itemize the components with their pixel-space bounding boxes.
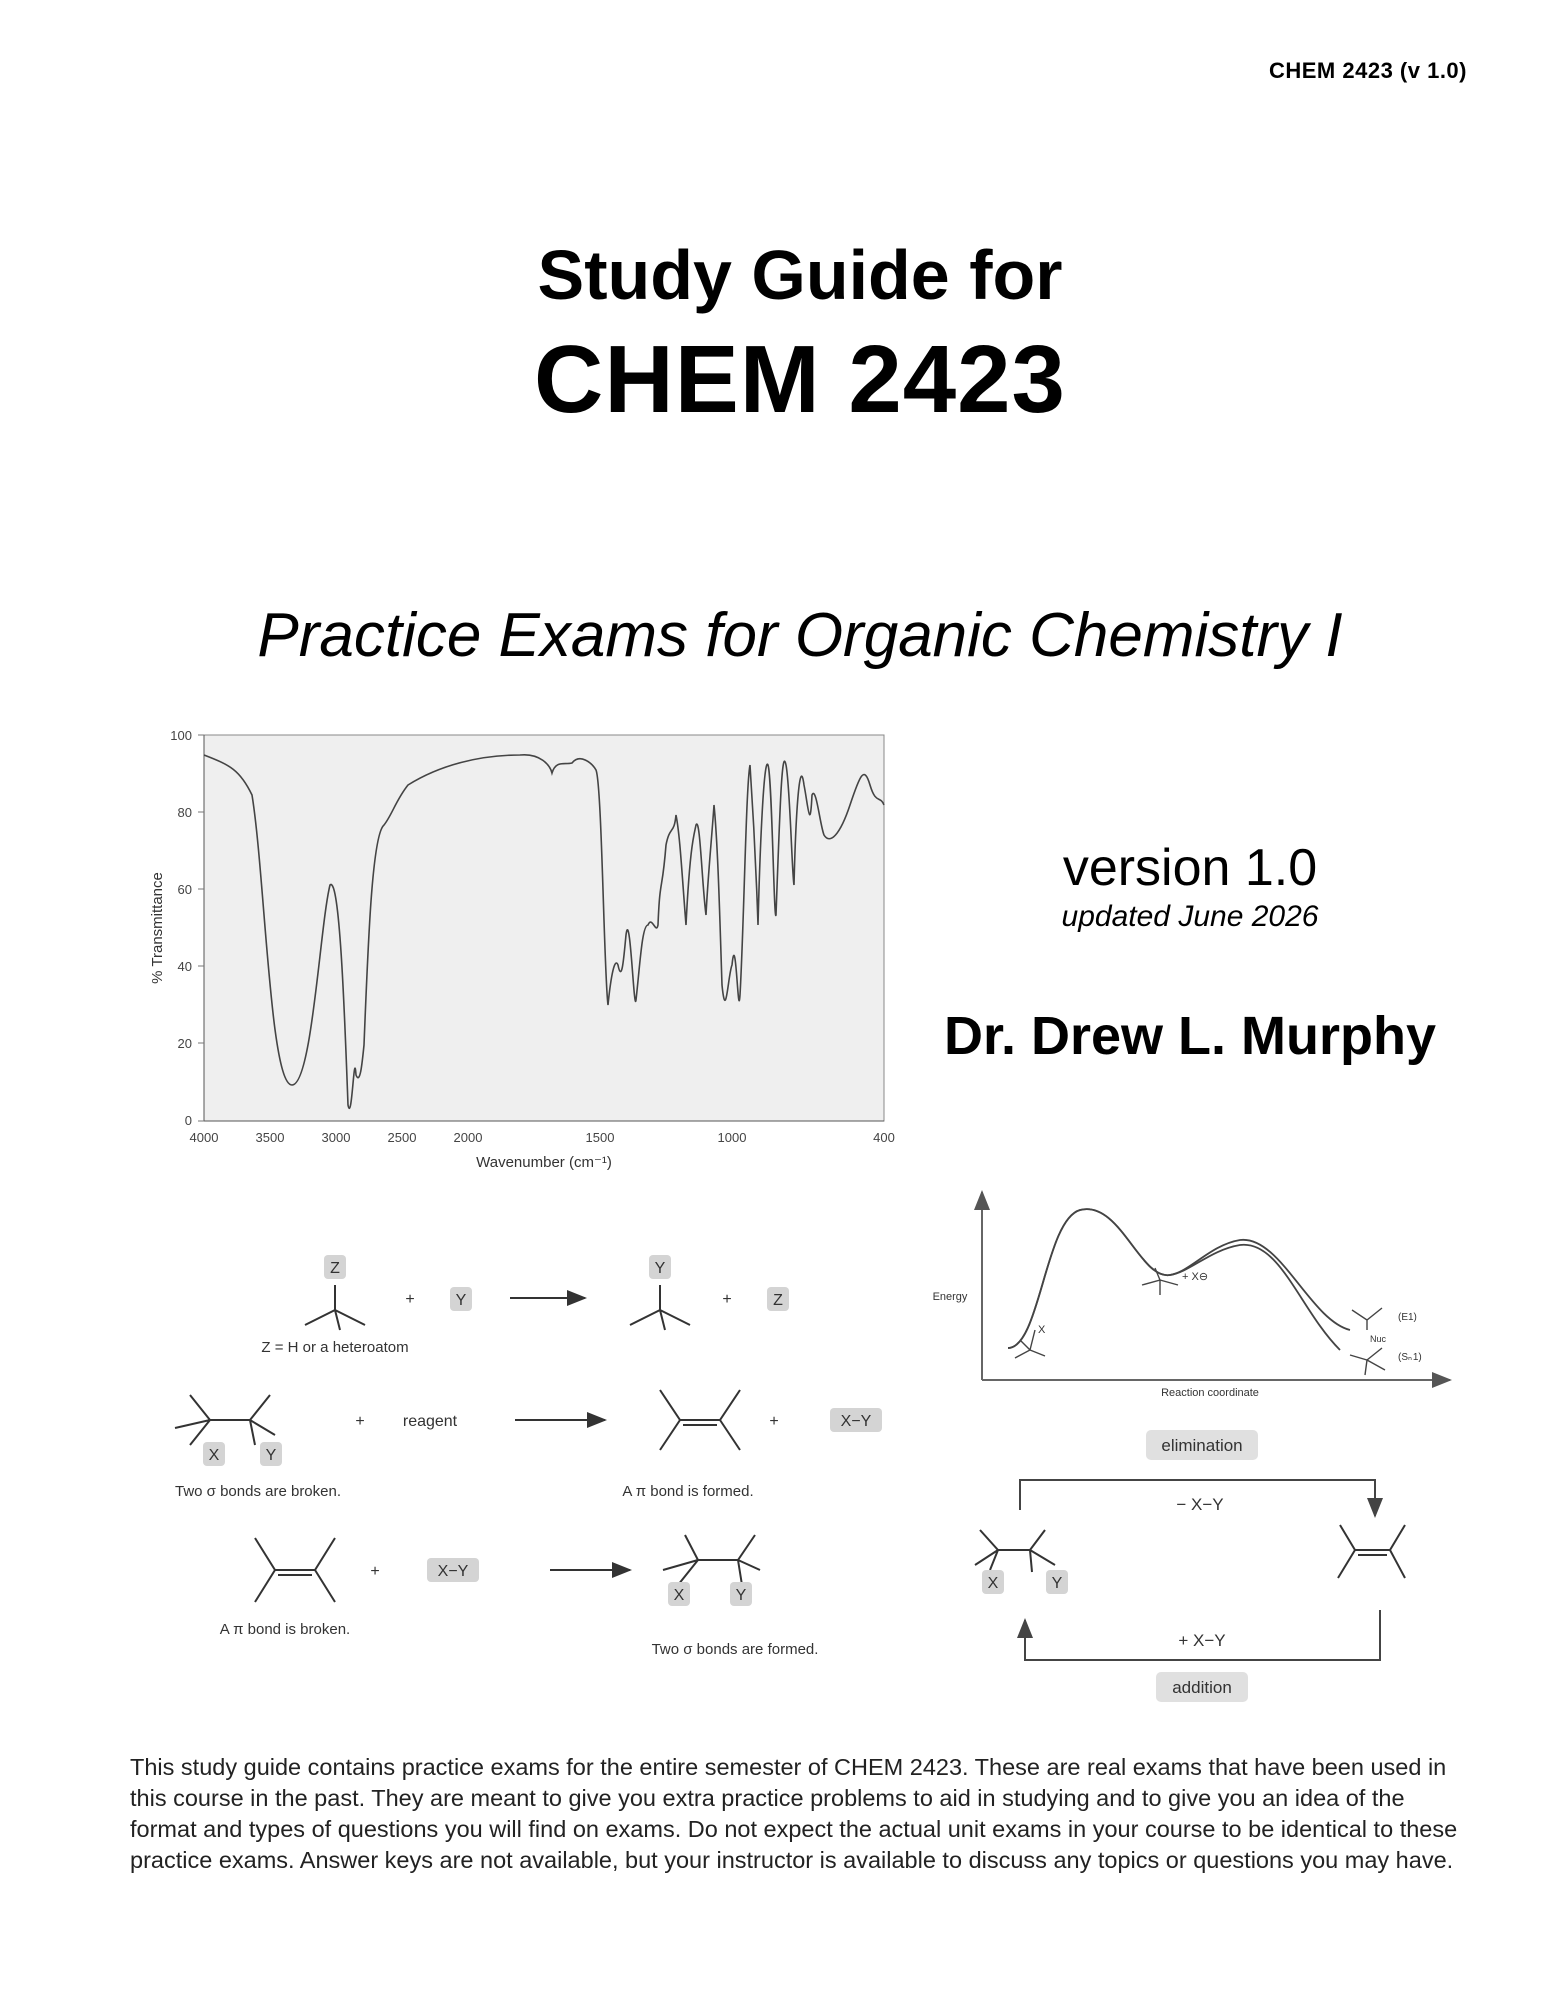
alkyl-halide-molecule [975,1530,1055,1572]
x-tick-label: 2500 [387,1130,417,1145]
substitution-reaction [305,1285,690,1330]
energy-axis-label: Energy [932,1291,968,1303]
alkene-molecule [1338,1525,1405,1578]
leaving-group-z: Z [773,1292,783,1309]
y-tick-label: 40 [177,959,192,974]
carbocation-intermediate [1142,1268,1178,1295]
x-label: X [987,1575,999,1592]
x-tick-label: 400 [873,1130,895,1145]
x-tick-label: 1500 [585,1130,615,1145]
subtitle: Practice Exams for Organic Chemistry I [257,601,1343,670]
substitution-product [1350,1348,1385,1375]
bonds-broken-note: Two σ bonds are broken. [174,1483,342,1500]
elimination-byproduct: X−Y [840,1413,872,1430]
version-label: version 1.0 [1062,839,1318,897]
y-tick-label: 20 [177,1036,192,1051]
x-tick-label: 3500 [255,1130,285,1145]
x-tick-label: 3000 [321,1130,351,1145]
x-tick-label: 2000 [453,1130,483,1145]
addition-reagent: X−Y [437,1563,469,1580]
x-tick-labels [190,1130,895,1145]
description-paragraph: This study guide contains practice exams for the entire semester of CHEM 2423. These are real exams that have been used in this course in the past. They are meant to give you extra practice problems to aid in studying and to give you an idea of the format and types of questions you will find on exams. Do not expect the actual unit exams in your course to be identical to these practice exams. Answer keys are not available, but your instructor is available to discuss any topics or questions you may have. [130,1754,1458,1873]
plus-sign: + [355,1413,365,1430]
energy-diagram [920,1180,1460,1400]
substituent-z: Z [330,1260,340,1277]
x-axis-label: Wavenumber (cm⁻¹) [476,1154,612,1171]
y-tick-label: 0 [184,1113,192,1128]
plot-area [204,735,884,1121]
pi-bond-broken-note: A π bond is broken. [219,1621,351,1638]
y-tick-label: 100 [170,728,192,743]
elimination-reagent: reagent [402,1413,458,1430]
course-code-header: CHEM 2423 (v 1.0) [1268,58,1467,83]
elimination-reagent: − X−Y [1176,1495,1224,1514]
elimination-label: elimination [1161,1436,1243,1455]
alkene-product [1352,1308,1382,1330]
elimination-addition-cycle [960,1420,1460,1720]
sigma-bonds-formed-note: Two σ bonds are formed. [651,1641,819,1658]
y-tick-label: 80 [177,805,192,820]
y-tick-labels [170,728,192,1128]
title-line-1: Study Guide for [537,236,1063,314]
x-label: X [673,1587,685,1604]
start-x-label: X [1038,1324,1046,1336]
x-tick-label: 4000 [189,1130,219,1145]
substitution-note: Z = H or a heteroatom [261,1339,409,1356]
plus-sign: + [405,1291,415,1308]
elimination-reaction [175,1390,740,1450]
title-line-2: CHEM 2423 [534,326,1066,433]
nuc-label: Nuc [1370,1334,1387,1344]
y-ticks [198,735,204,1121]
y-label: Y [735,1587,747,1604]
addition-reagent: + X−Y [1178,1631,1226,1650]
ir-spectrum-figure [140,725,910,1175]
y-label: Y [1051,1575,1063,1592]
reaction-coordinate-label: Reaction coordinate [1161,1387,1259,1399]
plus-sign: + [769,1413,779,1430]
plus-sign: + [722,1291,732,1308]
author-name: Dr. Drew L. Murphy [943,1006,1437,1066]
new-group-y: Y [654,1260,666,1277]
x-label: X [208,1447,220,1464]
plus-sign: + [370,1563,380,1580]
energy-curve-e1 [1008,1209,1350,1348]
updated-date: updated June 2026 [1061,900,1319,933]
reagent-y: Y [455,1292,467,1309]
sn1-label: (Sₙ 1) [1398,1352,1422,1363]
addition-label: addition [1172,1678,1232,1697]
energy-curve-sn1 [1008,1209,1340,1350]
x-tick-label: 1000 [717,1130,747,1145]
reaction-schemes [130,1230,910,1690]
bond-formed-note: A π bond is formed. [622,1483,754,1500]
y-label: Y [265,1447,277,1464]
y-axis-label: % Transmittance [149,872,166,984]
e1-label: (E1) [1398,1312,1417,1323]
intermediate-label: + X⊖ [1182,1271,1209,1283]
y-tick-label: 60 [177,882,192,897]
